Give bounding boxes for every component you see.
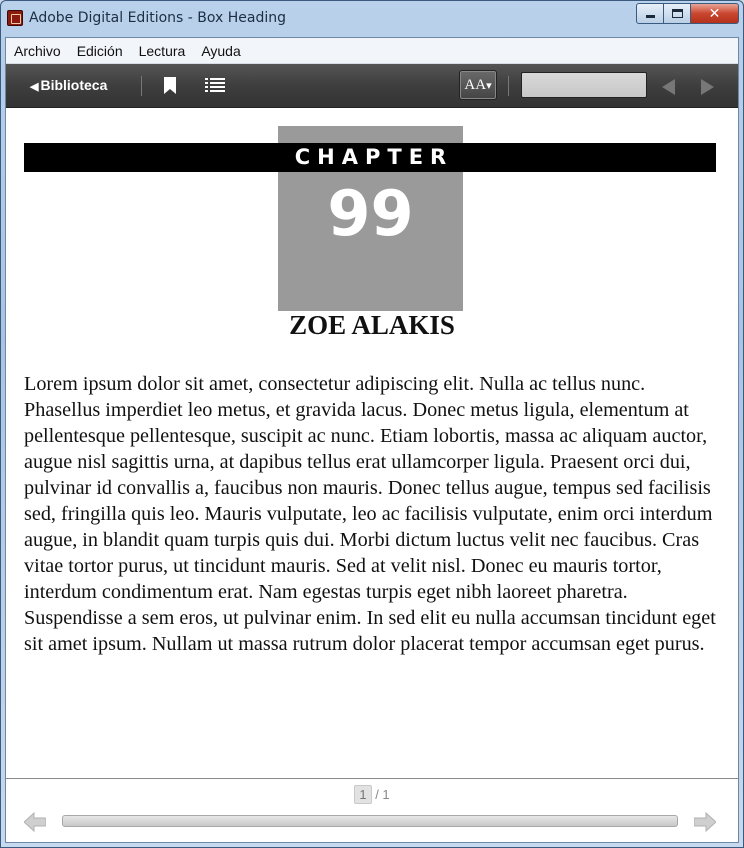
window-controls xyxy=(636,3,739,25)
font-size-icon: AA xyxy=(464,76,487,93)
font-size-button[interactable] xyxy=(459,70,497,100)
chapter-number: 99 xyxy=(327,177,414,250)
prev-page-icon[interactable] xyxy=(662,79,675,95)
minimize-button[interactable] xyxy=(636,3,664,24)
bookmark-icon[interactable] xyxy=(164,77,176,94)
page-indicator xyxy=(6,785,738,804)
page-navigation-footer xyxy=(6,778,738,842)
toolbar-separator xyxy=(141,76,142,96)
next-page-icon[interactable] xyxy=(701,79,714,95)
close-button[interactable] xyxy=(691,3,739,24)
page-total: / 1 xyxy=(375,787,390,802)
menu-edicion[interactable]: Edición xyxy=(76,42,123,59)
toolbar-separator xyxy=(508,76,509,96)
menu-archivo[interactable]: Archivo xyxy=(14,42,61,59)
chapter-label: CHAPTER xyxy=(294,145,454,169)
toc-list-icon[interactable] xyxy=(205,78,225,93)
dropdown-caret-icon: ▾ xyxy=(486,79,492,92)
close-icon: ✕ xyxy=(708,5,721,22)
app-logo-icon[interactable] xyxy=(7,10,23,26)
menu-bar xyxy=(6,38,738,64)
chapter-author: ZOE ALAKIS xyxy=(289,310,455,340)
reader-toolbar xyxy=(6,64,738,108)
minimize-icon xyxy=(646,15,655,18)
library-label: Biblioteca xyxy=(40,77,108,93)
search-input[interactable] xyxy=(521,72,647,98)
window-title: Adobe Digital Editions - Box Heading xyxy=(29,10,287,26)
library-button[interactable] xyxy=(30,77,107,93)
client-area xyxy=(5,37,739,843)
back-arrow-icon: ◀ xyxy=(30,81,39,93)
menu-ayuda[interactable]: Ayuda xyxy=(201,42,241,59)
current-page-field[interactable]: 1 xyxy=(354,785,371,804)
reading-pane[interactable] xyxy=(6,108,738,778)
page-slider[interactable] xyxy=(62,815,678,827)
maximize-button[interactable] xyxy=(664,3,691,24)
next-page-arrow-icon[interactable] xyxy=(694,812,716,832)
maximize-icon xyxy=(672,9,683,18)
title-bar[interactable] xyxy=(1,1,743,37)
body-paragraph: Lorem ipsum dolor sit amet, consectetur adipiscing elit. Nulla ac tellus nunc. Phasellus imperdiet leo metus, et gravida lacus. Donec metus ligula, elementum at pellentesque pellentesque, suscipit ac nunc. Etiam lobortis, massa ac aliquam auctor, augue nisl sagittis urna, at dapibus tellus erat ullamcorper ligula. Praesent orci dui, pulvinar id convallis a, faucibus non mauris. Donec tellus augue, tempus sed facilisis sed, fringilla quis leo. Mauris vulputate, leo ac facilisis vulputate, enim orci interdum augue, in blandit quam turpis quis dui. Morbi dictum luctus velit nec faucibus. Cras vitae tortor purus, ut tincidunt mauris. Sed at velit nisl. Donec eu mauris tortor, interdum condimentum erat. Nam egestas turpis eget nibh laoreet pharetra. Suspendisse a sem eros, ut pulvinar enim. In sed elit eu nulla accumsan tincidunt eget sit amet ipsum. Nullam ut massa rutrum dolor placerat tempor accumsan eget purus. xyxy=(24,373,716,655)
prev-page-arrow-icon[interactable] xyxy=(24,812,46,832)
menu-lectura[interactable]: Lectura xyxy=(138,42,186,59)
